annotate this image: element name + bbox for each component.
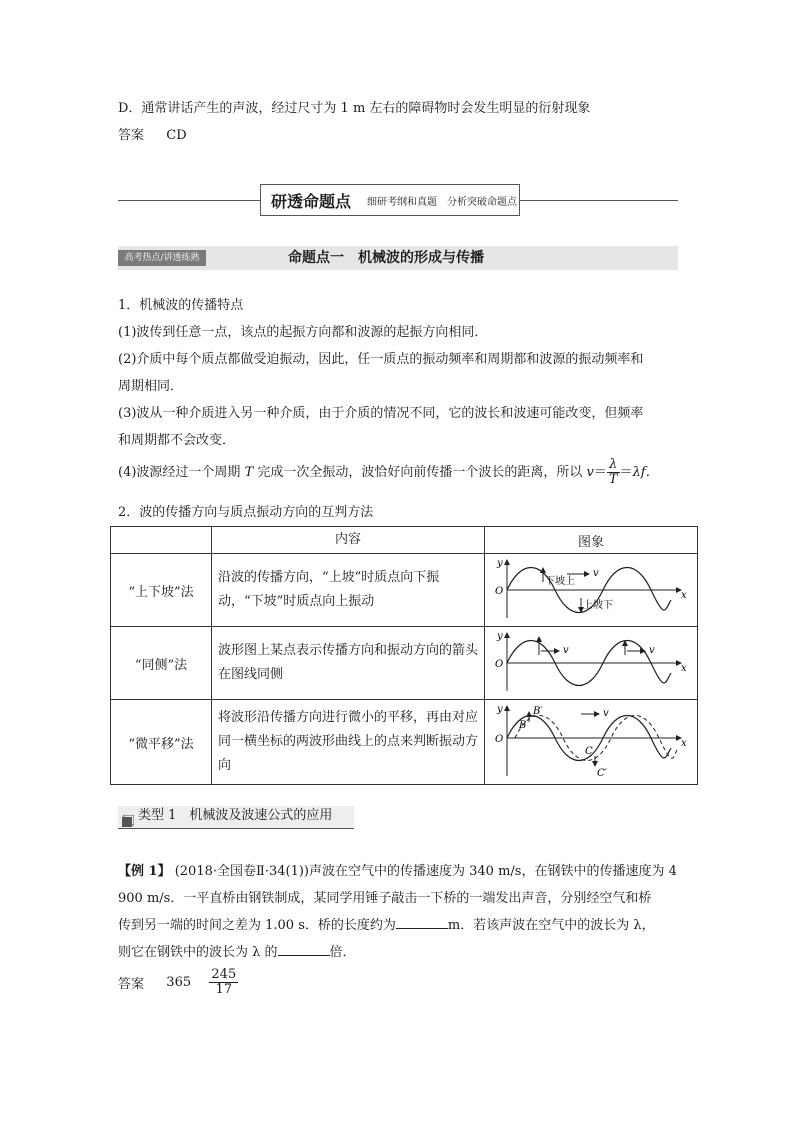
- paragraph-1: (1)波传到任意一点，该点的起振方向都和波源的起振方向相同．: [118, 325, 488, 340]
- velocity-label: v: [603, 708, 609, 719]
- same-side-wave-figure: [485, 627, 695, 695]
- p4-end: λf．: [632, 465, 659, 480]
- topic-title: 命题点一 机械波的形成与传播: [288, 250, 484, 266]
- p4-T: T: [244, 465, 254, 480]
- wave-graph-shift: [485, 700, 698, 785]
- point-B-prime: B′: [533, 706, 543, 717]
- topic-tag: 高考热点/讲透练熟: [118, 250, 206, 266]
- section-subtitle: 细研考纲和真题 分析突破命题点: [367, 196, 518, 208]
- example-text-1: (2018·全国卷Ⅱ·34(1))声波在空气中的传播速度为 340 m/s，在钢铁中的传播速度为 4: [174, 864, 677, 879]
- example-text-4b: 倍．: [329, 945, 356, 960]
- section-banner: [260, 184, 520, 216]
- method-name: “微平移”法: [111, 700, 212, 785]
- velocity-label: v: [593, 568, 599, 579]
- example-text-4a: 则它在钢铁中的波长为 λ 的: [118, 945, 278, 960]
- x-axis-label: x: [681, 590, 687, 601]
- example-answer-fraction: [209, 968, 238, 997]
- p4-eq: ＝: [593, 465, 607, 480]
- frac-num: λ: [607, 458, 620, 473]
- fraction-denominator: 17: [215, 982, 233, 997]
- example-line-1: [118, 860, 677, 879]
- section-rule-left: [118, 200, 260, 201]
- section-title: 研透命题点: [271, 191, 352, 211]
- paragraph-2b: 周期相同．: [118, 379, 184, 394]
- section-rule-right: [518, 200, 678, 201]
- example-line-3: [118, 914, 655, 933]
- header-empty: [111, 527, 212, 554]
- x-axis-label: x: [681, 663, 687, 674]
- type-label: 类型 1 机械波及波速公式的应用: [138, 808, 333, 823]
- example-line-2: 900 m/s．一平直桥由钢铁制成，某同学用锤子敲击一下桥的一端发出声音，分别经空气和桥: [118, 891, 652, 906]
- header-graph: 图象: [485, 527, 698, 554]
- p4-eq2: ＝: [619, 465, 633, 480]
- p4-pre: (4)波源经过一个周期: [118, 465, 245, 480]
- origin-label: O: [495, 586, 504, 597]
- answer-blank-1[interactable]: [396, 916, 448, 929]
- example-text-3b: m．若该声波在空气中的波长为 λ，: [447, 918, 655, 933]
- method-name: “同侧”法: [111, 627, 212, 700]
- label-down-slope-up: 下坡上: [545, 576, 575, 587]
- paragraph-2a: (2)介质中每个质点都做受迫振动，因此，任一质点的振动频率和周期都和波源的振动频率和: [118, 352, 644, 367]
- example-text-3a: 传到另一端的时间之差为 1.00 s．桥的长度约为: [118, 918, 396, 933]
- topic-bar: [118, 246, 678, 270]
- origin-label: O: [495, 734, 504, 745]
- method-content: 将波形沿传播方向进行微小的平移，再由对应同一横坐标的两波形曲线上的点来判断振动方向: [212, 700, 485, 785]
- p4-mid: 完成一次全振动，波恰好向前传播一个波长的距离，所以: [253, 465, 587, 480]
- heading-1: 1．机械波的传播特点: [118, 298, 244, 313]
- methods-table: [110, 526, 698, 785]
- answer-value: CD: [166, 128, 187, 143]
- shift-wave-figure: [485, 700, 695, 780]
- table-header-row: [111, 527, 698, 554]
- velocity-label: v: [563, 645, 569, 656]
- point-C-prime: C′: [597, 768, 607, 779]
- heading-2: 2．波的传播方向与质点振动方向的互判方法: [118, 505, 374, 520]
- point-B: B: [519, 720, 527, 731]
- example-answer-1: 365: [166, 975, 192, 990]
- x-axis-label: x: [681, 738, 687, 749]
- type-underline: [118, 828, 354, 829]
- answer-blank-2[interactable]: [278, 943, 330, 956]
- label-up-slope-down: 上坡下: [583, 600, 613, 611]
- answer-row: [118, 124, 187, 143]
- table-row: [111, 627, 698, 700]
- table-row: [111, 554, 698, 627]
- p4-v: v: [586, 465, 594, 480]
- frac-den: T: [608, 472, 618, 487]
- fraction-numerator: 245: [211, 967, 237, 982]
- header-content: 内容: [212, 527, 485, 554]
- y-axis-label: y: [497, 631, 503, 642]
- paragraph-3a: (3)波从一种介质进入另一种介质，由于介质的情况不同，它的波长和波速可能改变，但频率: [118, 406, 644, 421]
- example-tag: 【例 1】: [118, 864, 171, 879]
- method-content: 波形图上某点表示传播方向和振动方向的箭头在图线同侧: [212, 627, 485, 700]
- method-name: “上下坡”法: [111, 554, 212, 627]
- type-heading: [118, 806, 354, 828]
- paragraph-3b: 和周期都不会改变．: [118, 433, 236, 448]
- table-row: [111, 700, 698, 785]
- example-answer-row: [118, 968, 238, 997]
- point-C: C: [585, 746, 593, 757]
- example-line-4: [118, 941, 356, 960]
- answer-label: 答案: [118, 128, 145, 143]
- lambda-over-T: [607, 458, 620, 487]
- velocity-label-2: v: [649, 645, 655, 656]
- wave-graph-same-side: [485, 627, 698, 700]
- slope-wave-figure: [485, 554, 695, 622]
- wave-graph-slope: [485, 554, 698, 627]
- y-axis-label: y: [497, 704, 503, 715]
- origin-label: O: [495, 659, 504, 670]
- square-icon: [122, 815, 134, 827]
- example-answer-label: 答案: [118, 977, 145, 992]
- paragraph-4: [118, 458, 659, 487]
- option-d: D．通常讲话产生的声波，经过尺寸为 1 m 左右的障碍物时会发生明显的衍射现象: [118, 101, 591, 116]
- method-content: 沿波的传播方向，“上坡”时质点向下振动，“下坡”时质点向上振动: [212, 554, 485, 627]
- y-axis-label: y: [497, 558, 503, 569]
